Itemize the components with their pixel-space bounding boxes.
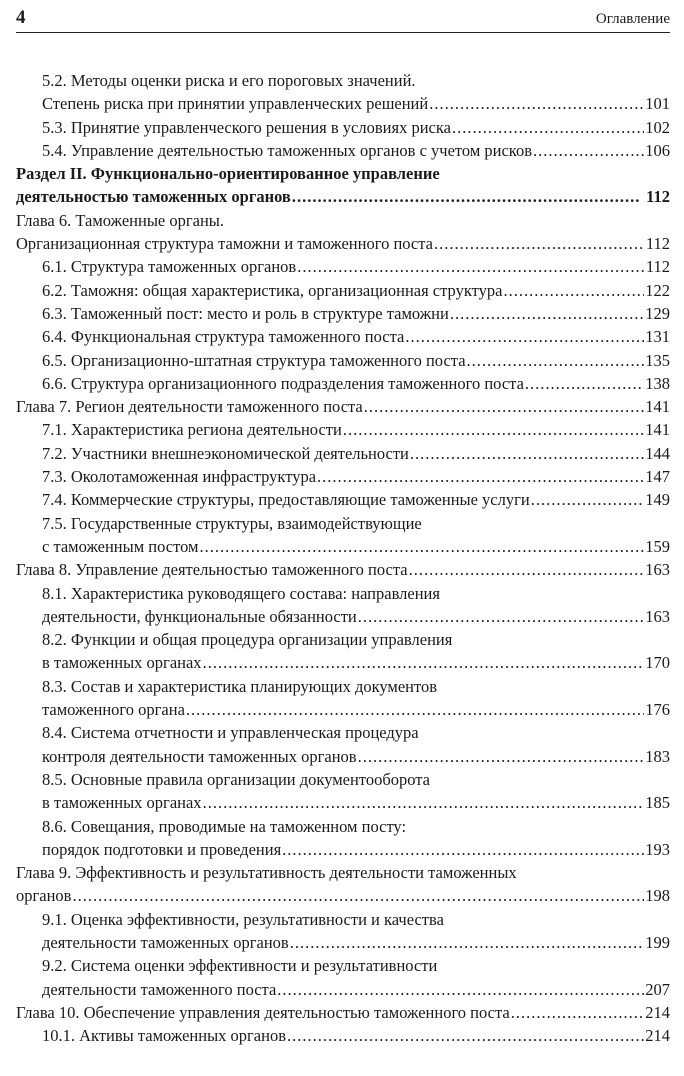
toc-entry[interactable] — [16, 465, 670, 488]
toc-entry-page-number: 207 — [645, 979, 670, 999]
toc-entry[interactable] — [16, 442, 670, 465]
toc-entry-title-line: Раздел II. Функционально-ориентированное управление — [16, 164, 440, 184]
toc-entry-last-line — [42, 535, 670, 558]
dot-leader — [533, 139, 644, 162]
toc-entry-page-number: 122 — [645, 280, 670, 300]
toc-entry-title-line: таможенного органа — [42, 700, 185, 720]
dot-leader — [343, 418, 644, 441]
toc-entry[interactable] — [16, 1024, 670, 1047]
dot-leader — [317, 465, 644, 488]
toc-entry[interactable] — [16, 954, 670, 1001]
toc-entry-page-number: 149 — [645, 490, 670, 510]
toc-entry-title-line: 10.1. Активы таможенных органов — [42, 1026, 286, 1046]
toc-entry-page-number: 112 — [645, 257, 670, 277]
toc-entry-last-line — [42, 325, 670, 348]
toc-entry-title-line: Глава 9. Эффективность и результативность деятельности таможенных — [16, 863, 517, 883]
toc-entry-last-line — [42, 302, 670, 325]
dot-leader — [297, 255, 645, 278]
toc-entry-title-line: деятельности таможенных органов — [42, 932, 289, 952]
dot-leader — [186, 698, 644, 721]
toc-entry-page-number: 193 — [645, 839, 670, 859]
toc-entry[interactable] — [16, 558, 670, 581]
dot-leader — [199, 535, 644, 558]
toc-entry-last-line — [16, 185, 670, 208]
toc-entry-title-line: деятельности таможенного поста — [42, 979, 277, 999]
toc-entry-page-number: 138 — [645, 373, 670, 393]
toc-entry-last-line — [42, 442, 670, 465]
toc-entry[interactable] — [16, 768, 670, 815]
dot-leader — [429, 92, 644, 115]
toc-entry-title-line: Степень риска при принятии управленческих решений — [42, 94, 429, 114]
toc-entry[interactable] — [16, 395, 670, 418]
dot-leader — [282, 838, 644, 861]
running-title: Оглавление — [595, 11, 670, 27]
toc-entry-title-line: 6.1. Структура таможенных органов — [42, 257, 297, 277]
toc-entry-title-line: деятельности, функциональные обязанности — [42, 606, 357, 626]
toc-entry-last-line — [42, 116, 670, 139]
toc-entry-page-number: 159 — [645, 536, 670, 556]
toc-entry-page-number: 112 — [646, 187, 670, 207]
toc-entry-title-line: органов — [16, 886, 72, 906]
toc-entry-page-number: 141 — [645, 397, 670, 417]
toc-entry-title-line: 8.1. Характеристика руководящего состава: направления — [42, 583, 440, 603]
toc-entry-title-line: 8.4. Система отчетности и управленческая процедура — [42, 723, 419, 743]
toc-entry-title-line: 5.3. Принятие управленческого решения в условиях риска — [42, 117, 451, 137]
dot-leader — [203, 791, 645, 814]
toc-entry-last-line — [42, 931, 670, 954]
toc-entry[interactable] — [16, 721, 670, 768]
toc-entry-title-line: 7.5. Государственные структуры, взаимодействующие — [42, 513, 422, 533]
toc-entry-page-number: 129 — [645, 303, 670, 323]
dot-leader — [203, 651, 645, 674]
toc-entry-title-line: 6.3. Таможенный пост: место и роль в структуре таможни — [42, 303, 449, 323]
toc-entry-page-number: 183 — [645, 746, 670, 766]
toc-entry-title-line: порядок подготовки и проведения — [42, 839, 282, 859]
toc-entry[interactable] — [16, 349, 670, 372]
toc-entry-page-number: 170 — [645, 653, 670, 673]
dot-leader — [467, 349, 645, 372]
toc-entry-last-line — [42, 488, 670, 511]
toc-entry-last-line — [42, 838, 670, 861]
toc-entry-page-number: 176 — [645, 700, 670, 720]
toc-entry-page-number: 101 — [645, 94, 670, 114]
toc-entry-title-line: 9.2. Система оценки эффективности и результативности — [42, 956, 438, 976]
toc-entry-title-line: в таможенных органах — [42, 793, 202, 813]
dot-leader — [405, 325, 644, 348]
toc-entry[interactable] — [16, 582, 670, 629]
toc-entry-page-number: 163 — [645, 560, 670, 580]
toc-entry-title-line: деятельностью таможенных органов — [16, 187, 291, 207]
toc-entry[interactable] — [16, 418, 670, 441]
toc-entry-last-line — [16, 232, 670, 255]
toc-entry[interactable] — [16, 1001, 670, 1024]
dot-leader — [290, 931, 645, 954]
toc-entry-title-line: 7.3. Околотаможенная инфраструктура — [42, 467, 317, 487]
dot-leader — [450, 302, 644, 325]
dot-leader — [503, 279, 644, 302]
toc-entry[interactable] — [16, 325, 670, 348]
toc-entry-title-line: 6.5. Организационно-штатная структура таможенного поста — [42, 350, 466, 370]
dot-leader — [72, 884, 644, 907]
toc-entry-title-line: 8.2. Функции и общая процедура организации управления — [42, 630, 453, 650]
dot-leader — [358, 605, 644, 628]
toc-entry-last-line — [42, 651, 670, 674]
toc-entry-title-line: Глава 10. Обеспечение управления деятельностью таможенного поста — [16, 1002, 510, 1022]
toc-entry-page-number: 214 — [645, 1002, 670, 1022]
dot-leader — [277, 978, 644, 1001]
toc-entry-last-line — [16, 1001, 670, 1024]
toc-entry[interactable] — [16, 139, 670, 162]
dot-leader — [452, 116, 644, 139]
dot-leader — [358, 745, 645, 768]
toc-entry-title-line: 5.2. Методы оценки риска и его пороговых значений. — [42, 71, 416, 90]
toc-entry-last-line — [42, 605, 670, 628]
toc-entry[interactable] — [16, 488, 670, 511]
dot-leader — [434, 232, 645, 255]
toc-entry-page-number: 112 — [645, 234, 670, 254]
toc-entry[interactable] — [16, 209, 670, 256]
toc-entry-title-line: 9.1. Оценка эффективности, результативности и качества — [42, 909, 444, 929]
dot-leader — [531, 488, 645, 511]
dot-leader — [511, 1001, 645, 1024]
toc-entry-title-line: 7.2. Участники внешнеэкономической деятельности — [42, 443, 409, 463]
dot-leader — [410, 442, 644, 465]
toc-entry-title-line: в таможенных органах — [42, 653, 202, 673]
toc-entry[interactable] — [16, 162, 670, 209]
toc-entry-last-line — [42, 698, 670, 721]
toc-entry-last-line — [42, 139, 670, 162]
table-of-contents — [16, 69, 670, 1047]
toc-entry-page-number: 199 — [645, 932, 670, 952]
toc-entry-title-line: Организационная структура таможни и таможенного поста — [16, 234, 433, 254]
toc-entry-title-line: Глава 7. Регион деятельности таможенного поста — [16, 397, 363, 417]
toc-entry-page-number: 106 — [645, 140, 670, 160]
dot-leader — [292, 185, 639, 208]
toc-entry-page-number: 163 — [645, 606, 670, 626]
toc-entry[interactable] — [16, 116, 670, 139]
dot-leader — [525, 372, 644, 395]
toc-entry-title-line: 5.4. Управление деятельностью таможенных органов с учетом рисков — [42, 140, 533, 160]
toc-entry[interactable] — [16, 675, 670, 722]
toc-entry[interactable] — [16, 372, 670, 395]
toc-entry-title-line: Глава 8. Управление деятельностью таможенного поста — [16, 560, 408, 580]
toc-entry[interactable] — [16, 255, 670, 278]
toc-entry-page-number: 198 — [645, 886, 670, 906]
toc-entry-last-line — [42, 791, 670, 814]
toc-entry-page-number: 185 — [645, 793, 670, 813]
toc-entry-last-line — [16, 558, 670, 581]
dot-leader — [409, 558, 645, 581]
toc-entry-page-number: 141 — [645, 420, 670, 440]
toc-entry-last-line — [42, 978, 670, 1001]
toc-entry-last-line — [42, 1024, 670, 1047]
toc-entry-page-number: 147 — [645, 467, 670, 487]
dot-leader — [287, 1024, 644, 1047]
toc-entry-last-line — [42, 255, 670, 278]
toc-entry[interactable] — [16, 279, 670, 302]
toc-entry-page-number: 102 — [645, 117, 670, 137]
toc-entry-last-line — [42, 745, 670, 768]
toc-entry-last-line — [42, 465, 670, 488]
toc-entry-title-line: 6.6. Структура организационного подразделения таможенного поста — [42, 373, 524, 393]
toc-entry-page-number: 131 — [645, 327, 670, 347]
toc-entry-last-line — [16, 884, 670, 907]
toc-entry-page-number: 144 — [645, 443, 670, 463]
toc-entry[interactable] — [16, 512, 670, 559]
toc-entry-title-line: с таможенным постом — [42, 536, 199, 556]
toc-entry-last-line — [42, 372, 670, 395]
toc-entry-page-number: 135 — [645, 350, 670, 370]
dot-leader — [364, 395, 644, 418]
toc-entry-title-line: 8.5. Основные правила организации документооборота — [42, 769, 430, 789]
toc-entry[interactable] — [16, 908, 670, 955]
toc-entry[interactable] — [16, 69, 670, 116]
page-header — [16, 6, 670, 33]
toc-entry-title-line: 8.3. Состав и характеристика планирующих документов — [42, 676, 438, 696]
toc-entry-title-line: 7.1. Характеристика региона деятельности — [42, 420, 342, 440]
toc-entry-title-line: контроля деятельности таможенных органов — [42, 746, 357, 766]
toc-entry-last-line — [42, 349, 670, 372]
toc-entry-title-line: 7.4. Коммерческие структуры, предоставляющие таможенные услуги — [42, 490, 530, 510]
toc-entry[interactable] — [16, 861, 670, 908]
toc-entry-last-line — [16, 395, 670, 418]
toc-entry[interactable] — [16, 815, 670, 862]
toc-entry-last-line — [42, 92, 670, 115]
toc-entry-last-line — [42, 279, 670, 302]
page-number: 4 — [16, 7, 26, 28]
toc-entry[interactable] — [16, 628, 670, 675]
toc-entry-title-line: Глава 6. Таможенные органы. — [16, 210, 224, 230]
toc-entry[interactable] — [16, 302, 670, 325]
toc-entry-last-line — [42, 418, 670, 441]
toc-entry-title-line: 6.2. Таможня: общая характеристика, организационная структура — [42, 280, 503, 300]
toc-entry-title-line: 6.4. Функциональная структура таможенного поста — [42, 327, 405, 347]
toc-entry-title-line: 8.6. Совещания, проводимые на таможенном посту: — [42, 816, 407, 836]
toc-entry-page-number: 214 — [645, 1026, 670, 1046]
